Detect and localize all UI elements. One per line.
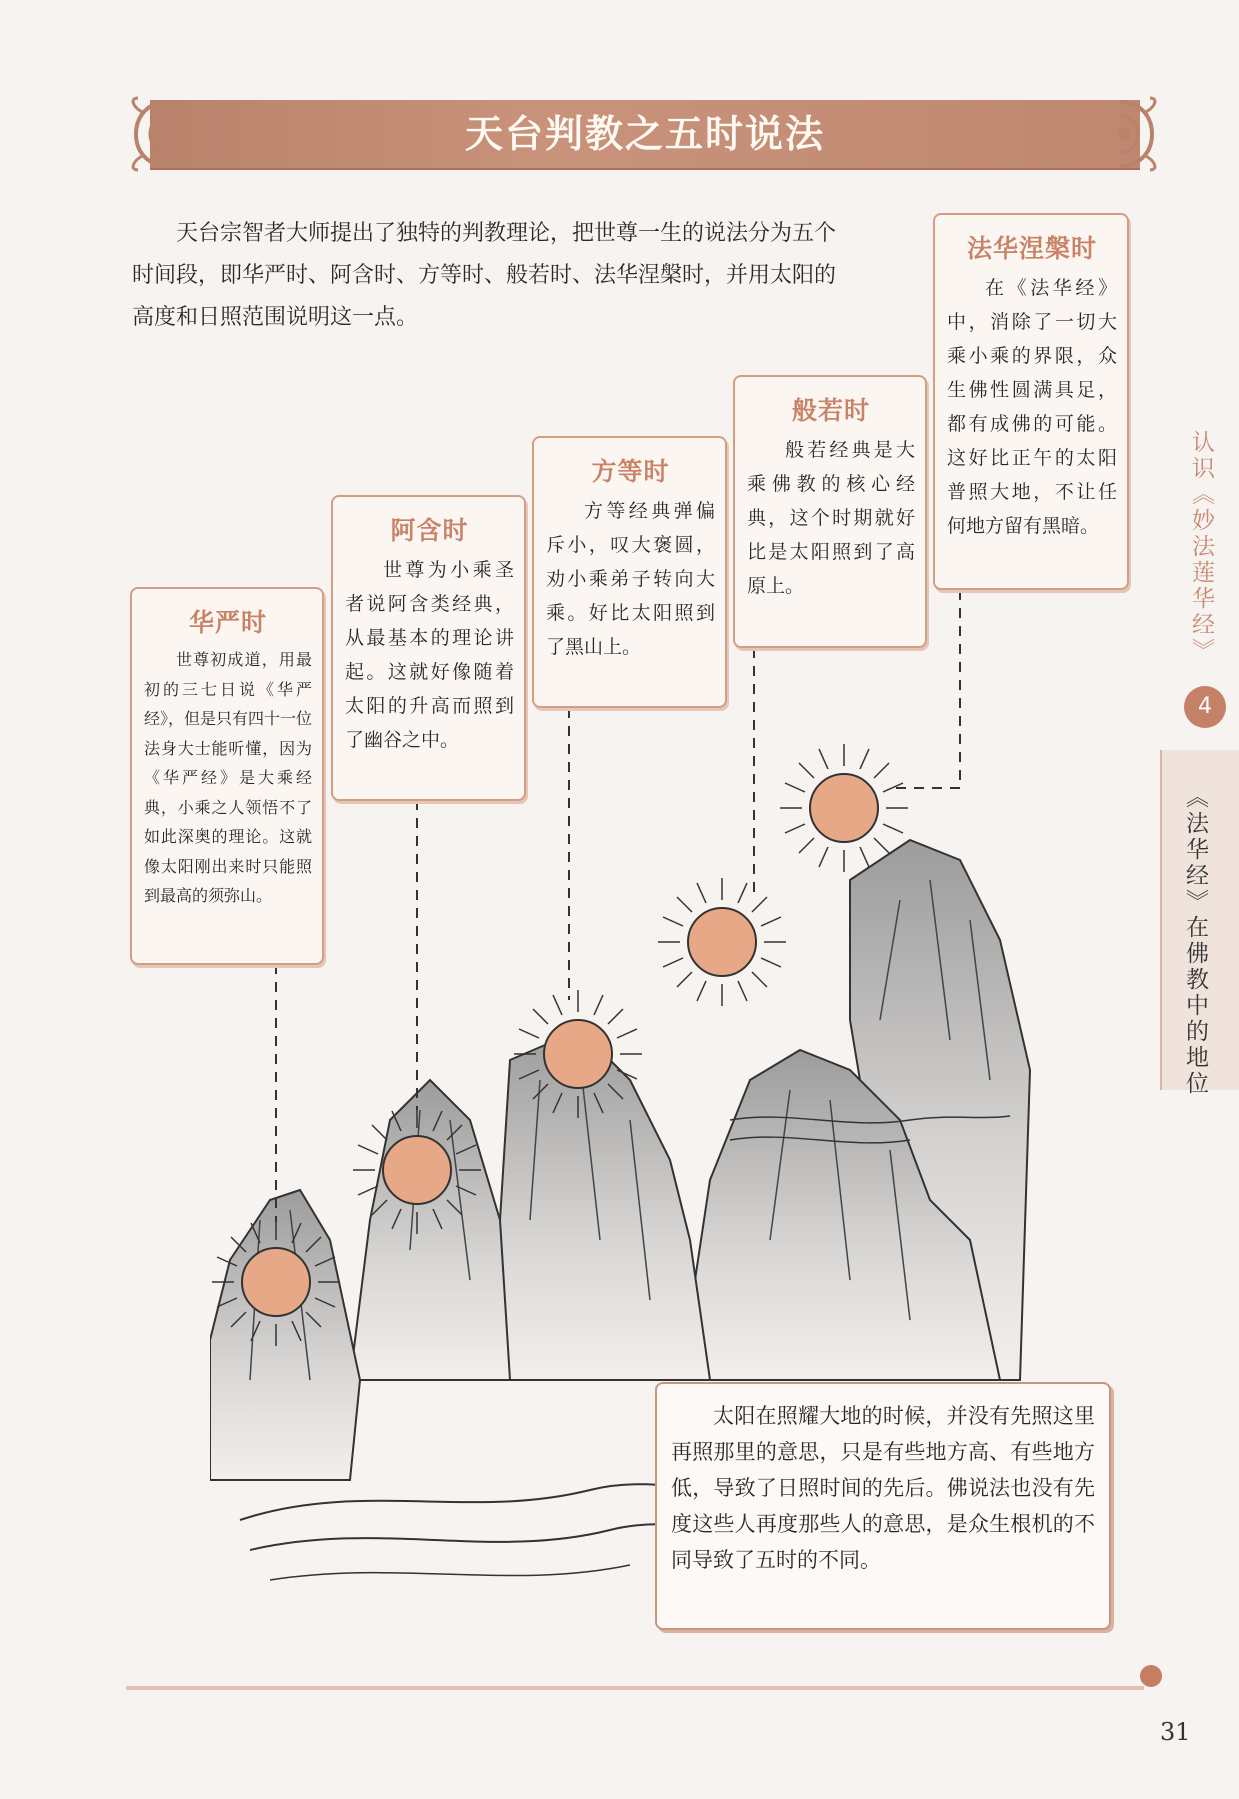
- stage-box-ahan: [331, 495, 526, 801]
- sun-icon: [652, 872, 792, 1012]
- intro-paragraph: 天台宗智者大师提出了独特的判教理论，把世尊一生的说法分为五个时间段，即华严时、阿含时、方等时、般若时、法华涅槃时，并用太阳的高度和日照范围说明这一点。: [132, 221, 837, 330]
- stage-text: 在《法华经》中，消除了一切大乘小乘的界限，众生佛性圆满具足，都有成佛的可能。这好比正午的太阳普照大地，不让任何地方留有黑暗。: [947, 277, 1117, 537]
- page-number: 31: [1160, 1718, 1191, 1746]
- stage-title: 华严时: [188, 608, 267, 637]
- stage-box-bore: [733, 375, 927, 648]
- stage-box-fahua-niepan: [933, 213, 1129, 590]
- stage-box-fangdeng: [532, 436, 727, 708]
- stage-title: 阿含时: [390, 516, 469, 545]
- stage-text: 世尊为小乘圣者说阿含类经典，从最基本的理论讲起。这就好像随着太阳的升高而照到了幽谷之中。: [345, 559, 514, 751]
- chapter-tab-label: 《法华经》在佛教中的地位: [1182, 785, 1208, 1097]
- stage-text: 般若经典是大乘佛教的核心经典，这个时期就好比是太阳照到了高原上。: [747, 439, 915, 597]
- stage-title: 法华涅槃时: [966, 234, 1097, 263]
- stage-text: 世尊初成道，用最初的三七日说《华严经》，但是只有四十一位法身大士能听懂，因为《华严经》是大乘经典，小乘之人领悟不了如此深奥的理论。这就像太阳刚出来时只能照到最高的须弥山。: [144, 650, 313, 905]
- section-title-vertical: 认识《妙法莲华经》: [1188, 430, 1214, 664]
- sun-icon: [774, 738, 914, 878]
- stage-title: 方等时: [591, 457, 670, 486]
- stage-title: 般若时: [791, 396, 870, 425]
- stage-text: 方等经典弹偏斥小，叹大褒圆，劝小乘弟子转向大乘。好比太阳照到了黑山上。: [546, 500, 715, 658]
- chapter-number-badge: 4: [1184, 686, 1226, 728]
- explanation-text: 太阳在照耀大地的时候，并没有先照这里再照那里的意思，只是有些地方高、有些地方低，导致了日照时间的先后。佛说法也没有先度这些人再度那些人的意思，是众生根机的不同导致了五时的不同。: [671, 1404, 1095, 1572]
- stage-box-huayan: [130, 587, 324, 965]
- sun-icon: [206, 1212, 346, 1352]
- footer-dot-icon: [1140, 1665, 1162, 1687]
- explanation-box: [655, 1382, 1111, 1630]
- sun-icon: [508, 984, 648, 1124]
- footer-divider: [126, 1686, 1144, 1690]
- sun-icon: [347, 1100, 487, 1240]
- page-title: 天台判教之五时说法: [464, 112, 825, 156]
